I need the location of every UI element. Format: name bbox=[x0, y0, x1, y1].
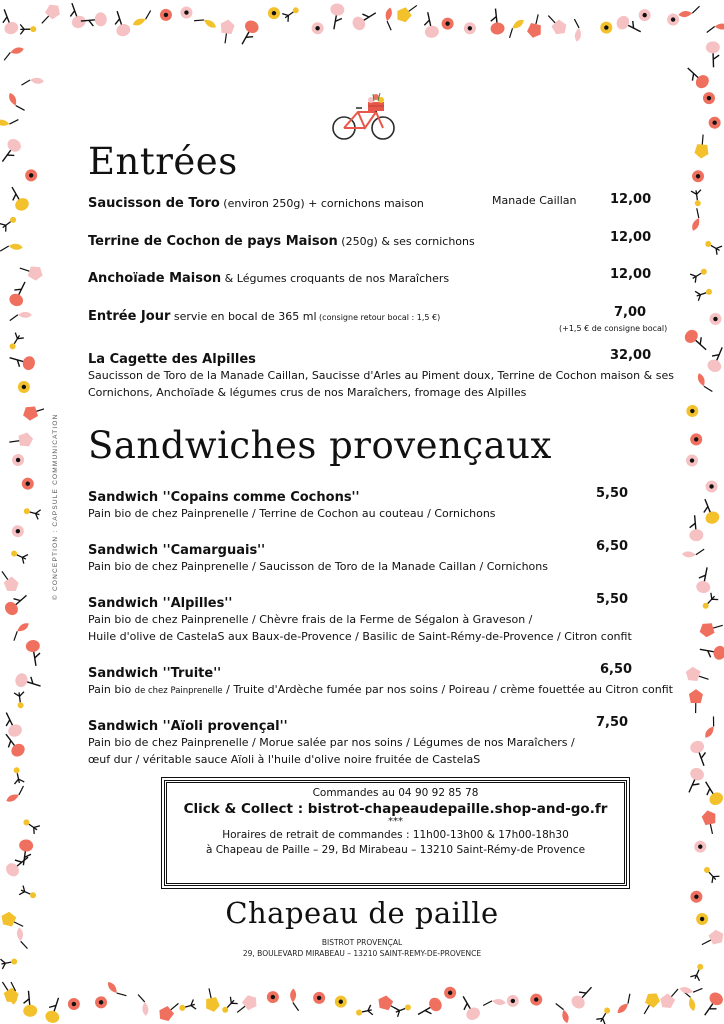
item-desc: (250g) & ses cornichons bbox=[337, 235, 475, 248]
restaurant-tagline: BISTROT PROVENÇAL bbox=[321, 938, 403, 947]
item-desc-line: Pain bio de chez Painprenelle / Chèvre frais de la Ferme de Ségalon à Graveson / bbox=[88, 613, 533, 626]
item-name: Saucisson de Toro bbox=[88, 196, 220, 211]
menu-item bbox=[88, 662, 221, 681]
design-credit: © CONCEPTION : CAPSULE COMMUNICATION bbox=[52, 413, 59, 600]
item-desc-line: Pain bio de chez Painprenelle / Terrine de Cochon au couteau / Cornichons bbox=[88, 507, 496, 520]
item-desc-line: Pain bio de chez Painprenelle / Morue salée par nos soins / Légumes de nos Maraîchers / bbox=[88, 736, 575, 749]
deposit-note: (+1,5 € de consigne bocal) bbox=[559, 324, 668, 333]
item-name: Anchoïade Maison bbox=[88, 271, 222, 286]
item-note: (consigne retour bocal : 1,5 €) bbox=[316, 313, 441, 322]
desc-part: Pain bio bbox=[88, 683, 135, 696]
item-desc-line: Pain bio de chez Painprenelle / Saucisson de Toro de la Manade Caillan / Cornichons bbox=[88, 560, 548, 573]
item-price: 7,00 bbox=[614, 305, 647, 320]
restaurant-name: Chapeau de paille bbox=[225, 896, 499, 930]
item-price: 12,00 bbox=[610, 267, 652, 282]
item-name: Sandwich ''Copains comme Cochons'' bbox=[88, 490, 360, 505]
menu-item bbox=[88, 539, 265, 558]
item-name: Sandwich ''Aïoli provençal'' bbox=[88, 719, 288, 734]
item-name: Sandwich ''Truite'' bbox=[88, 666, 222, 681]
order-info-box bbox=[164, 780, 627, 886]
separator: *** bbox=[388, 816, 403, 827]
menu-item bbox=[88, 348, 256, 367]
desc-part: / Truite d'Ardèche fumée par nos soins / Poireau / crème fouettée au Citron confit bbox=[222, 683, 673, 696]
sandwiches-heading: Sandwiches provençaux bbox=[88, 424, 552, 467]
item-price: 5,50 bbox=[596, 592, 629, 607]
item-name: La Cagette des Alpilles bbox=[88, 352, 256, 367]
item-price: 12,00 bbox=[610, 230, 652, 245]
item-desc-line bbox=[88, 681, 673, 700]
item-price: 6,50 bbox=[596, 539, 629, 554]
menu-item bbox=[88, 486, 360, 505]
menu-item bbox=[88, 230, 475, 249]
supplier-name: Manade Caillan bbox=[492, 194, 577, 207]
item-desc-line: Saucisson de Toro de la Manade Caillan, Saucisse d'Arles au Piment doux, Terrine de Cochon maison & ses bbox=[88, 369, 674, 382]
item-name: Sandwich ''Camarguais'' bbox=[88, 543, 266, 558]
pickup-address: à Chapeau de Paille – 29, Bd Mirabeau – 13210 Saint-Rémy-de Provence bbox=[205, 844, 586, 856]
item-price: 7,50 bbox=[596, 715, 629, 730]
item-desc-line: œuf dur / véritable sauce Aïoli à l'huile d'olive noire fruitée de CastelaS bbox=[88, 753, 481, 766]
restaurant-address: 29, BOULEVARD MIRABEAU – 13210 SAINT-REMY-DE-PROVENCE bbox=[242, 949, 482, 958]
menu-item bbox=[88, 192, 424, 211]
item-desc: & Légumes croquants de nos Maraîchers bbox=[221, 272, 450, 285]
menu-item bbox=[88, 592, 232, 611]
entrees-heading: Entrées bbox=[88, 140, 238, 183]
click-collect-link[interactable]: Click & Collect : bistrot-chapeaudepaille.shop-and-go.fr bbox=[183, 801, 608, 817]
menu-item bbox=[88, 305, 440, 324]
item-name: Terrine de Cochon de pays Maison bbox=[88, 234, 338, 249]
item-price: 6,50 bbox=[600, 662, 633, 677]
menu-item bbox=[88, 715, 288, 734]
item-name: Sandwich ''Alpilles'' bbox=[88, 596, 233, 611]
order-phone: Commandes au 04 90 92 85 78 bbox=[312, 787, 479, 799]
item-name: Entrée Jour bbox=[88, 309, 171, 324]
item-desc-line: Huile d'olive de CastelaS aux Baux-de-Provence / Basilic de Saint-Rémy-de-Provence / Citron confit bbox=[88, 630, 632, 643]
item-desc-line: Cornichons, Anchoïade & légumes crus de nos Maraîchers, fromage des Alpilles bbox=[88, 386, 527, 399]
item-desc: (environ 250g) + cornichons maison bbox=[219, 197, 424, 210]
item-price: 32,00 bbox=[610, 348, 652, 363]
item-price: 5,50 bbox=[596, 486, 629, 501]
pickup-hours: Horaires de retrait de commandes : 11h00-13h00 & 17h00-18h30 bbox=[222, 829, 569, 841]
item-desc: servie en bocal de 365 ml bbox=[170, 310, 317, 323]
desc-part: de chez Painprenelle bbox=[134, 686, 223, 696]
item-price: 12,00 bbox=[610, 192, 652, 207]
menu-item bbox=[88, 267, 449, 286]
